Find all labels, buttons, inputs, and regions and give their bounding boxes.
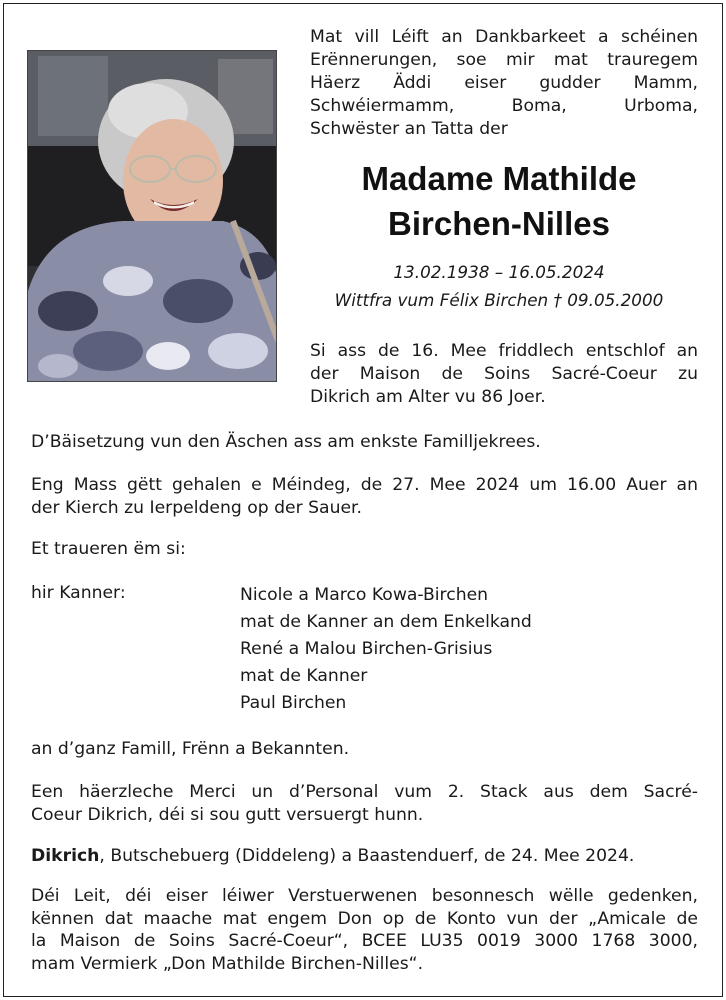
intro-line: Schwéiermamm, Boma, Urboma, xyxy=(310,96,698,116)
life-dates-block xyxy=(300,258,698,314)
death-notice xyxy=(310,340,698,409)
intro-line: Häerz Äddi eiser gudder Mamm, xyxy=(310,73,698,93)
mass-text xyxy=(31,474,698,520)
name-line-2: Birchen-Nilles xyxy=(388,205,610,242)
burial-text: D’Bäisetzung vun den Äschen ass am enkste Familljekrees. xyxy=(31,432,541,452)
intro-line: Erënnerungen, soe mir mat trauregem xyxy=(310,50,698,70)
mass-line: der Kierch zu Ierpeldeng op der Sauer. xyxy=(31,498,362,518)
donation-line: kënnen dat maache mat engem Don op de Konto vun der „Amicale de xyxy=(31,908,698,929)
widow-note: Wittfra vum Félix Birchen † 09.05.2000 xyxy=(334,290,664,310)
mass-line: Eng Mass gëtt gehalen e Méindeg, de 27. Mee 2024 um 16.00 Auer an xyxy=(31,475,698,495)
deceased-name xyxy=(300,156,698,246)
mourners-intro: Et traueren ëm si: xyxy=(31,539,186,559)
donation-line: Déi Leit, déi eiser léiwer Verstuerwenen besonnesch wëlle gedenken, xyxy=(31,886,698,906)
life-dates: 13.02.1938 – 16.05.2024 xyxy=(393,262,605,282)
children-line: Paul Birchen xyxy=(240,693,347,713)
thanks-text xyxy=(31,781,698,827)
donation-line: la Maison de Soins Sacré-Coeur“, BCEE LU35 0019 3000 1768 3000, xyxy=(31,931,698,951)
name-line-1: Madame Mathilde xyxy=(361,160,637,197)
place-date xyxy=(31,845,698,868)
place-name: Dikrich xyxy=(31,846,100,866)
children-list xyxy=(240,582,532,717)
children-line: mat de Kanner an dem Enkelkand xyxy=(240,612,532,632)
donation-line: mam Vermierk „Don Mathilde Birchen-Nilles“. xyxy=(31,953,424,974)
death-line: Dikrich am Alter vu 86 Joer. xyxy=(310,387,546,407)
thanks-line: Een häerzleche Merci un d’Personal vum 2. Stack aus dem Sacré- xyxy=(31,782,698,802)
children-line: René a Malou Birchen-Grisius xyxy=(240,639,493,659)
thanks-line: Coeur Dikrich, déi si sou gutt versuergt hunn. xyxy=(31,805,424,825)
intro-text xyxy=(310,26,698,141)
children-label: hir Kanner: xyxy=(31,583,126,603)
portrait-photo xyxy=(27,50,277,382)
family-text: an d’ganz Famill, Frënn a Bekannten. xyxy=(31,739,350,759)
intro-line: Schwëster an Tatta der xyxy=(310,119,508,139)
place-date-rest: , Butschebuerg (Diddeleng) a Baastenduerf, de 24. Mee 2024. xyxy=(99,846,635,866)
intro-line: Mat vill Léift an Dankbarkeet a schéinen xyxy=(310,27,698,47)
death-line: Si ass de 16. Mee friddlech entschlof an xyxy=(310,341,698,361)
portrait-illustration xyxy=(28,51,277,382)
children-line: Nicole a Marco Kowa-Birchen xyxy=(240,585,489,605)
death-line: der Maison de Soins Sacré-Coeur zu xyxy=(310,364,698,384)
donation-text xyxy=(31,885,698,975)
children-line: mat de Kanner xyxy=(240,666,368,686)
